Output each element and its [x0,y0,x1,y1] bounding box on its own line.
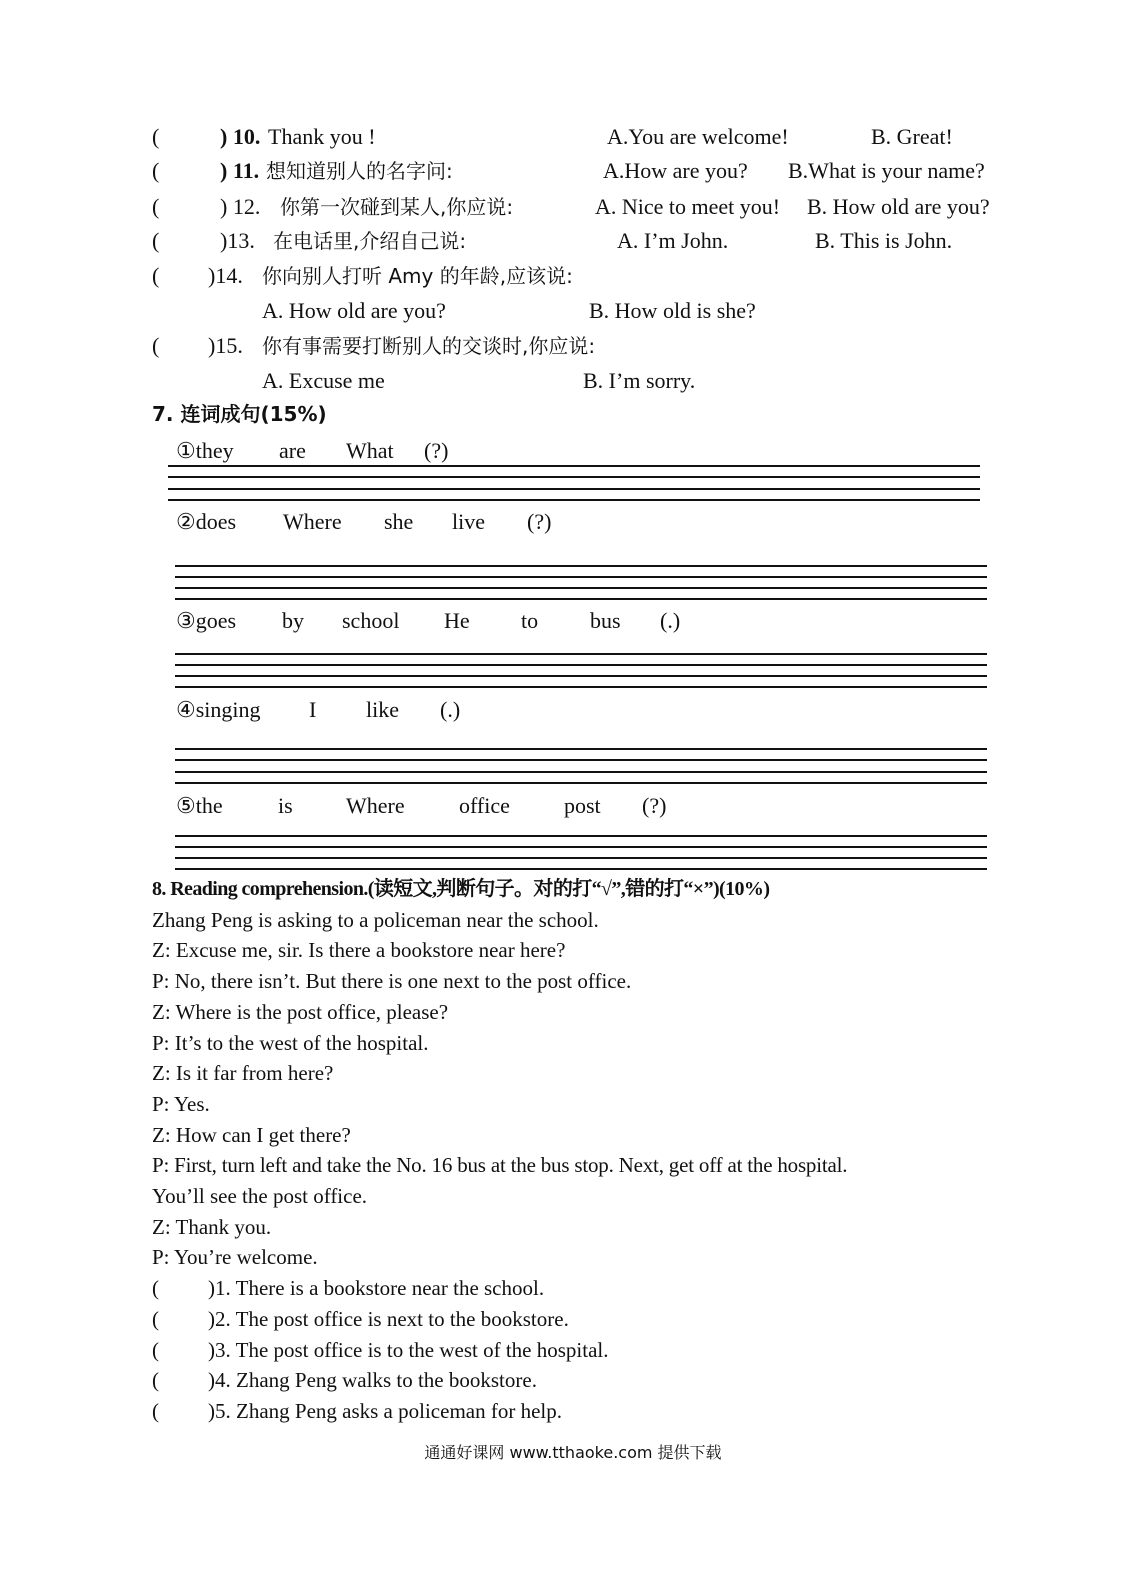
answer-line [175,857,987,859]
judge-paren: ( [152,1399,159,1423]
scramble-word: to [521,608,539,633]
answer-line [175,565,987,567]
passage-line: P: You’re welcome. [152,1245,318,1269]
question-text: 在电话里,介绍自己说: [273,229,467,253]
scramble-word: He [444,608,470,633]
answer-line [168,465,980,467]
scramble-word: (.) [440,697,461,722]
answer-paren: ( [152,228,160,253]
scramble-word: (?) [642,793,667,818]
question-number: ) 11. [220,158,260,183]
scramble-word: Where [346,793,405,818]
answer-line [175,868,987,870]
passage-line: You’ll see the post office. [152,1184,368,1208]
answer-line [175,782,987,784]
passage-line: Z: Excuse me, sir. Is there a bookstore near here? [152,938,566,962]
question-text: 你向别人打听 Amy 的年龄,应该说: [262,264,573,288]
answer-line [168,476,980,478]
answer-paren: ( [152,333,160,358]
answer-line [175,771,987,773]
answer-line [175,664,987,666]
scramble-word: by [282,608,304,633]
scramble-word: school [342,608,400,633]
judge-question: )5. Zhang Peng asks a policeman for help. [208,1399,562,1423]
passage-line: P: First, turn left and take the No. 16 bus at the bus stop. Next, get off at the hospital. [152,1153,848,1177]
section-7-title: 7. 连词成句(15%) [152,402,327,426]
answer-paren: ( [152,194,160,219]
scramble-word: she [384,509,414,534]
scramble-word: ⑤the [176,793,223,818]
option-a: A. Nice to meet you! [595,194,781,219]
answer-line [175,587,987,589]
answer-line [175,759,987,761]
answer-line [175,686,987,688]
passage-line: P: It’s to the west of the hospital. [152,1031,429,1055]
passage-line: P: No, there isn’t. But there is one next to the post office. [152,969,632,993]
option-b: B.What is your name? [788,158,985,183]
option-a: A. I’m John. [617,228,729,253]
answer-paren: ( [152,124,160,149]
scramble-word: (.) [660,608,681,633]
option-b: B. I’m sorry. [583,368,696,393]
judge-question: )2. The post office is next to the bookstore. [208,1307,569,1331]
option-b: B. Great! [871,124,953,149]
page-footer: 通通好课网 www.tthaoke.com 提供下载 [424,1443,722,1462]
scramble-word: Where [283,509,342,534]
scramble-word: (?) [424,438,449,463]
answer-line [175,835,987,837]
answer-paren: ( [152,263,160,288]
question-number: ) 12. [220,194,261,219]
scramble-word: What [346,438,394,463]
answer-line [175,748,987,750]
option-a: A.You are welcome! [607,124,789,149]
question-text: 想知道别人的名字问: [266,159,453,183]
answer-paren: ( [152,158,160,183]
option-a: A.How are you? [603,158,748,183]
passage-line: Z: How can I get there? [152,1123,351,1147]
answer-line [168,499,980,501]
answer-line [175,598,987,600]
scramble-word: ④singing [176,697,261,722]
question-number: )15. [208,333,243,358]
judge-paren: ( [152,1368,159,1392]
answer-line [175,846,987,848]
answer-line [175,653,987,655]
judge-question: )3. The post office is to the west of the hospital. [208,1338,609,1362]
passage-line: Z: Thank you. [152,1215,272,1239]
section-8-title: 8. Reading comprehension.(读短文,判断句子。对的打“√”,错的打“×”)(10%) [152,878,770,900]
question-text: 你有事需要打断别人的交谈时,你应说: [262,334,596,358]
option-a: A. How old are you? [262,298,446,323]
scramble-word: post [564,793,601,818]
judge-paren: ( [152,1307,159,1331]
answer-line [168,488,980,490]
judge-question: )4. Zhang Peng walks to the bookstore. [208,1368,537,1392]
scramble-word: bus [590,608,621,633]
scramble-word: (?) [527,509,552,534]
judge-paren: ( [152,1276,159,1300]
question-number: )14. [208,263,243,288]
scramble-word: I [309,697,317,722]
scramble-word: live [452,509,485,534]
passage-line: Z: Is it far from here? [152,1061,334,1085]
scramble-word: are [279,438,306,463]
scramble-word: ②does [176,509,237,534]
passage-line: P: Yes. [152,1092,210,1116]
option-b: B. This is John. [815,228,953,253]
judge-paren: ( [152,1338,159,1362]
scramble-word: ①they [176,438,234,463]
judge-question: )1. There is a bookstore near the school. [208,1276,545,1300]
passage-line: Zhang Peng is asking to a policeman near the school. [152,908,599,932]
scramble-word: office [459,793,510,818]
option-b: B. How old are you? [807,194,990,219]
question-text: Thank you ! [268,124,376,149]
answer-line [175,675,987,677]
question-number: ) 10. [220,124,261,149]
scramble-word: like [366,697,399,722]
question-number: )13. [220,228,255,253]
question-text: 你第一次碰到某人,你应说: [280,195,514,219]
scramble-word: ③goes [176,608,237,633]
option-b: B. How old is she? [589,298,756,323]
passage-line: Z: Where is the post office, please? [152,1000,449,1024]
option-a: A. Excuse me [262,368,385,393]
scramble-word: is [278,793,293,818]
answer-line [175,576,987,578]
